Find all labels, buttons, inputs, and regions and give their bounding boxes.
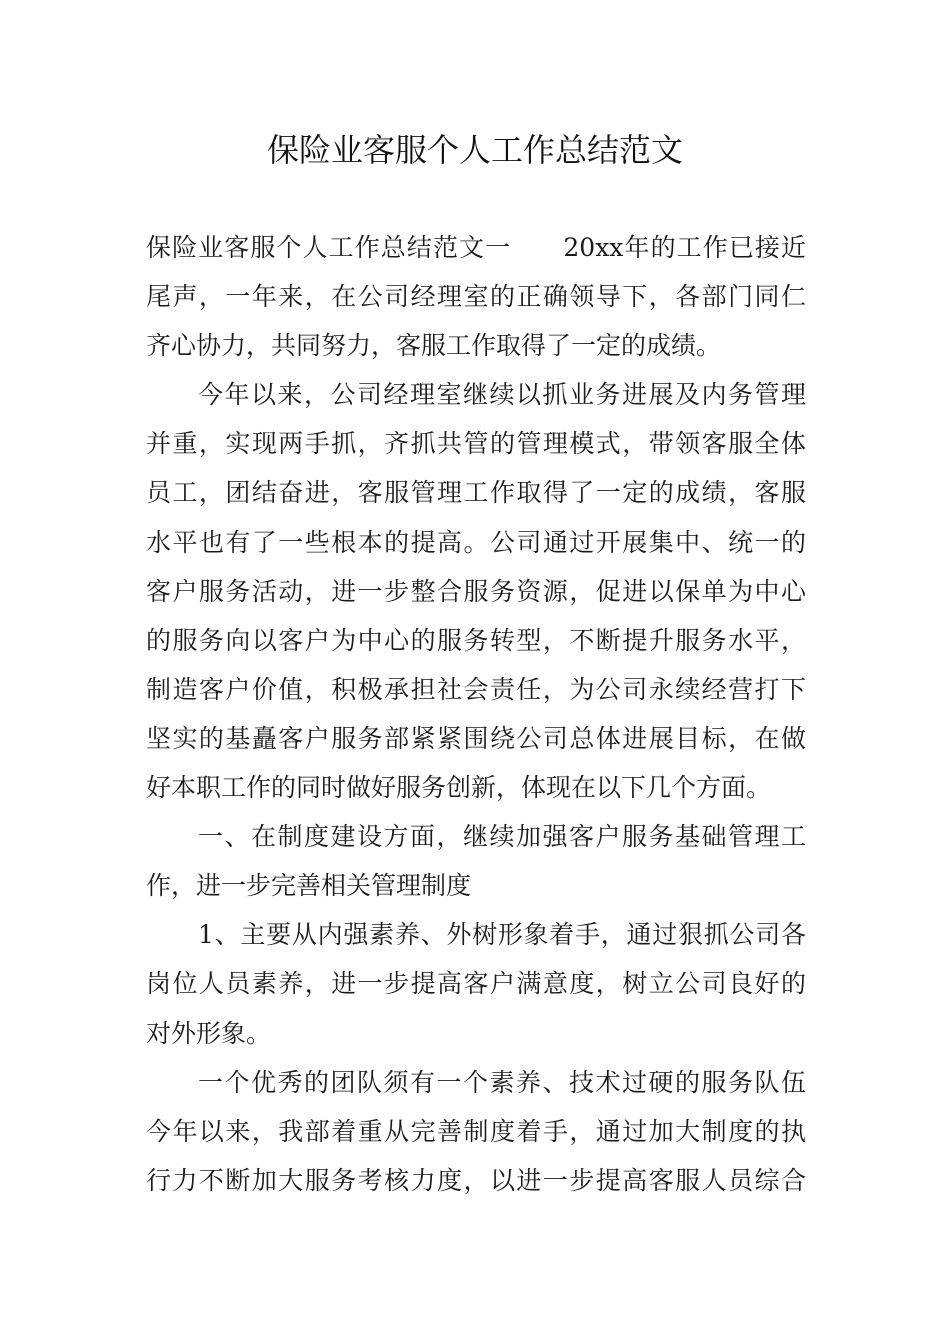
body-line: 好本职工作的同时做好服务创新，体现在以下几个方面。 [146,773,772,803]
body-line: 齐心协力，共同努力，客服工作取得了一定的成绩。 [146,331,722,361]
body-line: 坚实的基矗客户服务部紧紧围绕公司总体进展目标，在做 [146,723,806,753]
body-line: 行力不断加大服务考核力度，以进一步提高客服人员综合 [146,1165,806,1195]
body-line: 今年以来，公司经理室继续以抓业务进展及内务管理 [198,380,806,410]
body-line: 水平也有了一些根本的提高。公司通过开展集中、统一的 [146,527,806,557]
body-line: 一个优秀的团队须有一个素养、技术过硬的服务队伍 [198,1067,806,1097]
document-body [146,223,806,1205]
body-line: 并重，实现两手抓，齐抓共管的管理模式，带领客服全体 [146,429,806,459]
body-line: 一、在制度建设方面，继续加强客户服务基础管理工 [198,822,806,852]
body-line: 1、主要从内强素养、外树形象着手，通过狠抓公司各 [198,920,806,950]
body-line: 员工，团结奋进，客服管理工作取得了一定的成绩，客服 [146,478,806,508]
body-line: 制造客户价值，积极承担社会责任，为公司永续经营打下 [146,674,806,704]
body-line: 尾声，一年来，在公司经理室的正确领导下，各部门同仁 [146,282,806,312]
body-line: 作，进一步完善相关管理制度 [146,871,472,901]
body-line: 对外形象。 [146,1018,272,1048]
document-title: 保险业客服个人工作总结范文 [266,131,683,169]
body-line: 的服务向以客户为中心的服务转型，不断提升服务水平， [146,625,806,655]
body-line: 今年以来，我部着重从完善制度着手，通过加大制度的执 [146,1116,806,1146]
body-line: 保险业客服个人工作总结范文一 20xx年的工作已接近 [146,233,806,262]
body-line: 岗位人员素养，进一步提高客户满意度，树立公司良好的 [146,969,806,999]
body-line: 客户服务活动，进一步整合服务资源，促进以保单为中心 [146,576,806,606]
